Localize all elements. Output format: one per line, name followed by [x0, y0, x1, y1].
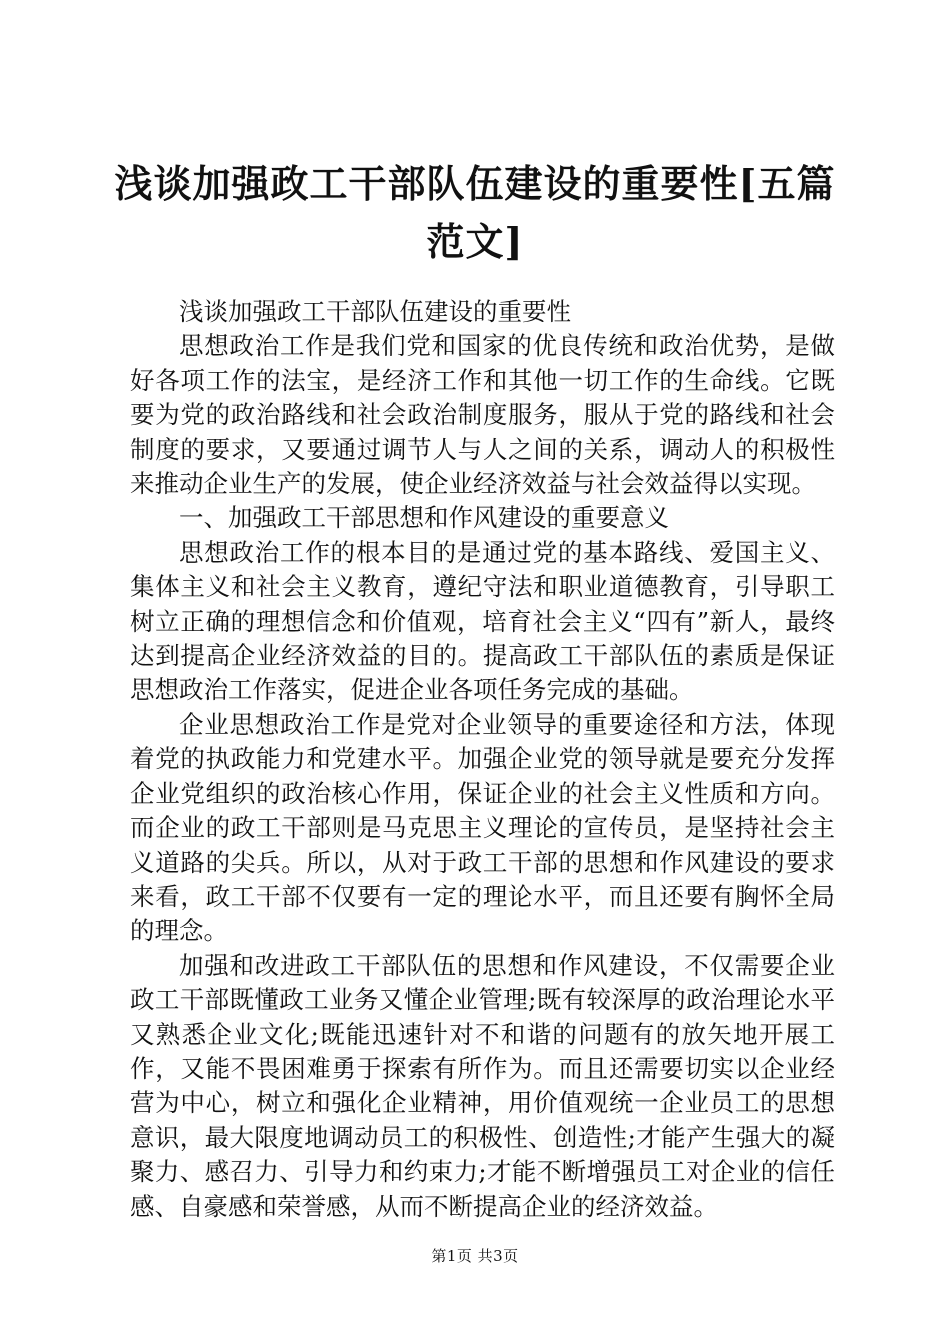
paragraph-intro: 思想政治工作是我们党和国家的优良传统和政治优势，是做好各项工作的法宝，是经济工作和其他一切工作的生命线。它既要为党的政治路线和社会政治制度服务，服从于党的路线和社会制度的要求，又要通过调节人与人之间的关系，调动人的积极性来推动企业生产的发展，使企业经济效益与社会效益得以实现。: [130, 331, 835, 499]
section-heading: 一、加强政工干部思想和作风建设的重要意义: [179, 503, 669, 533]
paragraph-improvement: 加强和改进政工干部队伍的思想和作风建设，不仅需要企业政工干部既懂政工业务又懂企业管理;既有较深厚的政治理论水平又熟悉企业文化;既能迅速针对不和谐的问题有的放矢地开展工作，又能不畏困难勇于探索有所作为。而且还需要切实以企业经营为中心，树立和强化企业精神，用价值观统一企业员工的思想意识，最大限度地调动员工的积极性、创造性;才能产生强大的凝聚力、感召力、引导力和约束力;才能不断增强员工对企业的信任感、自豪感和荣誉感，从而不断提高企业的经济效益。: [130, 950, 835, 1221]
page-footer: 第1页 共3页: [431, 1247, 519, 1265]
paragraph-purpose: 思想政治工作的根本目的是通过党的基本路线、爱国主义、集体主义和社会主义教育，遵纪守法和职业道德教育，引导职工树立正确的理想信念和价值观，培育社会主义“四有”新人，最终达到提高企业经济效益的目的。提高政工干部队伍的素质是保证思想政治工作落实，促进企业各项任务完成的基础。: [130, 537, 835, 705]
document-title: 浅谈加强政工干部队伍建设的重要性[五篇范文]: [114, 161, 836, 264]
paragraph-leadership: 企业思想政治工作是党对企业领导的重要途径和方法，体现着党的执政能力和党建水平。加强企业党的领导就是要充分发挥企业党组织的政治核心作用，保证企业的社会主义性质和方向。而企业的政工干部则是马克思主义理论的宣传员，是坚持社会主义道路的尖兵。所以，从对于政工干部的思想和作风建设的要求来看，政工干部不仅要有一定的理论水平，而且还要有胸怀全局的理念。: [130, 709, 835, 946]
paragraph-subtitle: 浅谈加强政工干部队伍建设的重要性: [179, 297, 571, 326]
document-body: [130, 295, 835, 1224]
